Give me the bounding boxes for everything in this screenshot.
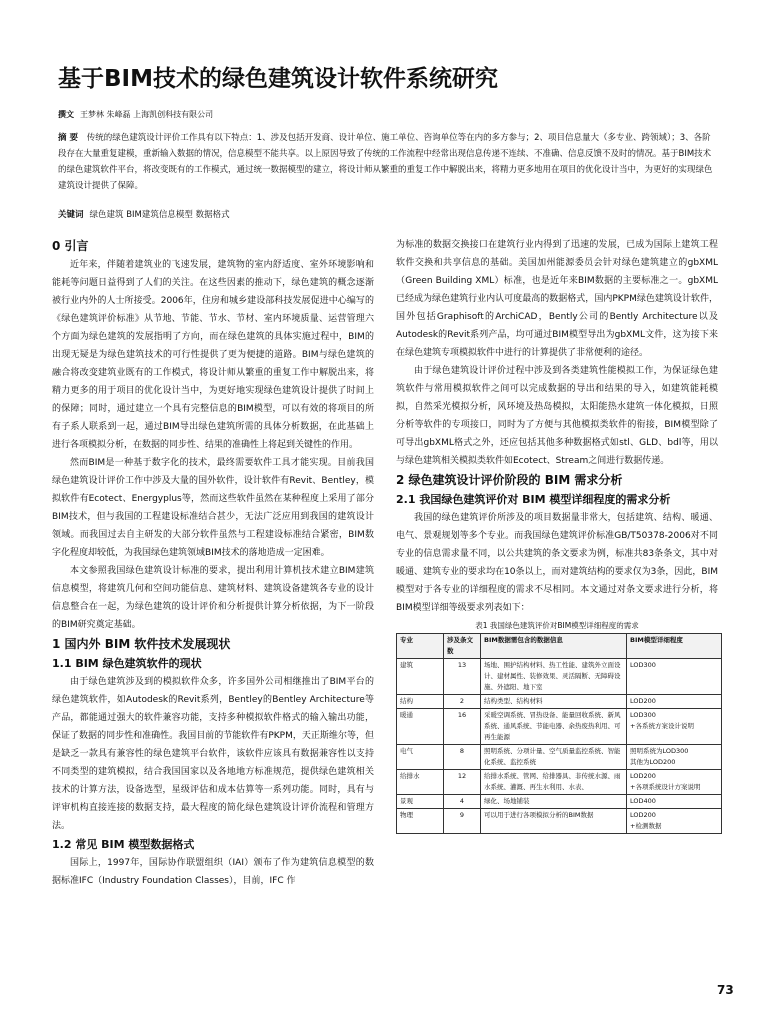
table-cell: 建筑 (397, 659, 444, 695)
table-row (397, 695, 722, 709)
table-cell: 暖通 (397, 709, 444, 745)
author-line (58, 109, 213, 120)
abstract-text: 传统的绿色建筑设计评价工作具有以下特点：1、涉及包括开发商、设计单位、施工单位、咨询单位等在内的多方参与；2、项目信息量大（多专业、跨领域）；3、各阶段存在大量重复建模，重新输入数据的情况，信息模型不能共享。以上原因导致了传统的工作流程中经常出现信息传递不连续、不准确、信息反馈不及时的情况。基于BIM技术的绿色建筑软件平台，将改变既有的工作模式，通过统一数据模型的建立，将设计师从繁重的重复工作中解脱出来，将精力更多地用在项目的优化设计当中，为更好的实现绿色建筑设计提供了保障。 (58, 133, 713, 191)
paragraph: 国际上，1997年，国际协作联盟组织（IAI）颁布了作为建筑信息模型的数据标准IFC（Industry Foundation Classes），目前，IFC 作 (52, 858, 374, 886)
table-cell: 9 (444, 809, 481, 834)
section-heading-2: 2 绿色建筑设计评价阶段的 BIM 需求分析 (396, 473, 623, 487)
table-header-cell: 专业 (397, 634, 444, 659)
table-header-cell: 涉及条文数 (444, 634, 481, 659)
table-cell: 采暖空调系统、冒热设备、能量回收系统、新风系统、通风系统、节能电器、余热废热利用、可再生能源 (481, 709, 627, 745)
table-cell: 物理 (397, 809, 444, 834)
table-row (397, 709, 722, 745)
table-header-row (397, 634, 722, 659)
table-cell: 可以用于进行各项模拟分析的BIM数据 (481, 809, 627, 834)
paragraph: 由于绿色建筑涉及到的模拟软件众多，许多国外公司相继推出了BIM平台的绿色建筑软件，如Autodesk的Revit系列，Bentley的Bentley Architecture等产品，都能通过强大的软件兼容功能，支持多种模拟软件格式的输入输出功能，保证了数据的同步性和准确性。我国目前的节能软件有PKPM，天正斯维尔等，但是缺乏一款具有兼容性的绿色建筑平台软件，该软件应该具有数据兼容性以支持不同类型的建筑模拟，结合我国国家以及各地地方标准规范，提供绿色建筑相关技术的计算方法，设备选型，星级评估和成本估算等一系列功能。同时，具有与评审机构直接连接的数据支持，最大程度的简化绿色建筑设计评价流程和管理方法。 (52, 677, 374, 831)
section-heading-1: 1 国内外 BIM 软件技术发展现状 (52, 637, 231, 651)
abstract-label: 摘 要 (58, 133, 78, 143)
subsection-heading-1-2: 1.2 常见 BIM 模型数据格式 (52, 838, 195, 851)
keywords-label: 关键词 (58, 210, 84, 220)
table-row (397, 745, 722, 770)
table-cell: 电气 (397, 745, 444, 770)
table-cell: 2 (444, 695, 481, 709)
paragraph: 本文参照我国绿色建筑设计标准的要求，提出利用计算机技术建立BIM建筑信息模型，将建筑几何和空间功能信息、建筑材料、建筑设备建筑各专业的设计信息整合在一起，为绿色建筑的设计评价和分析提供计算分析依据，为下一阶段的BIM研究奠定基础。 (52, 566, 374, 630)
table-row (397, 795, 722, 809)
table-row (397, 809, 722, 834)
bim-requirements-table (396, 633, 722, 834)
table-cell: 12 (444, 770, 481, 795)
table-cell: LOD200 +检测数据 (627, 809, 722, 834)
section-heading-0: 0 引言 (52, 239, 89, 253)
author-label: 撰文 (58, 110, 74, 119)
keywords-text: 绿色建筑 BIM建筑信息模型 数据格式 (89, 210, 230, 220)
table-cell: LOD200 +各项系统设计方案说明 (627, 770, 722, 795)
table-row (397, 770, 722, 795)
abstract (58, 130, 718, 194)
table-cell: 给排水 (397, 770, 444, 795)
keywords (58, 208, 230, 220)
table-cell: 13 (444, 659, 481, 695)
subsection-heading-2-1: 2.1 我国绿色建筑评价对 BIM 模型详细程度的需求分析 (396, 493, 671, 506)
table-cell: 景观 (397, 795, 444, 809)
table-header-cell: BIM数据需包含的数据信息 (481, 634, 627, 659)
table-header-cell: BIM模型详细程度 (627, 634, 722, 659)
table-cell: 给排水系统、管网、给排器具、非传统水源、雨水系统、灌溉、再生水利用、水表、 (481, 770, 627, 795)
table-cell: LOD300 (627, 659, 722, 695)
table-cell: 结构类型、结构材料 (481, 695, 627, 709)
table-cell: 照明系统为LOD300 其他为LOD200 (627, 745, 722, 770)
paragraph: 由于绿色建筑设计评价过程中涉及到各类建筑性能模拟工作，为保证绿色建筑软件与常用模拟软件之间可以完成数据的导出和结果的导入，如建筑能耗模拟，自然采光模拟分析，风环境及热岛模拟，太阳能热水建筑一体化模拟，日照分析等软件的专项接口，同时为了方便与其他模拟类软件的衔接，BIM模型除了可导出gbXML格式之外，还应包括其他多种数据格式如stl、GLD、bdl等，用以与绿色建筑相关模拟类软件如Ecotect、Stream之间进行数据传递。 (396, 366, 718, 466)
subsection-heading-1-1: 1.1 BIM 绿色建筑软件的现状 (52, 657, 202, 670)
table-cell: 绿化、场地铺装 (481, 795, 627, 809)
table-cell: 结构 (397, 695, 444, 709)
paragraph: 我国的绿色建筑评价所涉及的项目数据量非常大，包括建筑、结构、暖通、电气、景观规划等多个专业。而我国绿色建筑评价标准GB/T50378-2006对不同专业的信息需求量不同，以公共建筑的条文要求为例，标准共83条条文，其中对暖通、建筑专业的要求均在10条以上，而对建筑结构的要求仅为3条，因此，BIM模型对于各专业的详细程度的需求不尽相同。本文通过对条文要求进行分析，将BIM模型详细等级要求列表如下： (396, 513, 718, 613)
paper-title: 基于BIM技术的绿色建筑设计软件系统研究 (58, 66, 498, 92)
table-caption: 表1 我国绿色建筑评价对BIM模型详细程度的需求 (475, 621, 639, 630)
right-column (396, 236, 718, 834)
table-cell: 4 (444, 795, 481, 809)
left-column (52, 236, 374, 890)
table-cell: LOD400 (627, 795, 722, 809)
table-row (397, 659, 722, 695)
table-cell: 照明系统、分项计量、空气质量监控系统、智能化系统、监控系统 (481, 745, 627, 770)
table-cell: LOD300 +各系统方案设计说明 (627, 709, 722, 745)
paragraph: 然而BIM是一种基于数字化的技术，最终需要软件工具才能实现。目前我国绿色建筑设计评价工作中涉及大量的国外软件，设计软件有Revit、Bentley，模拟软件有Ecotect、Energyplus等，然而这些软件虽然在某种程度上采用了部分BIM技术，但与我国的工程建设标准结合甚少，无法广泛应用到我国的建筑设计领域。而我国过去自主研发的大部分软件虽然与工程建设标准结合紧密，BIM数字化程度却较低，为我国绿色建筑领域BIM技术的落地造成一定困难。 (52, 458, 374, 558)
table-cell: 8 (444, 745, 481, 770)
table-cell: 场地、围护结构材料、热工性能、建筑外立面设计、建材属性、装修效果、灵活隔断、无障碍设施、外遮阳、地下室 (481, 659, 627, 695)
author-names: 王梦林 朱峰磊 上海凯创科技有限公司 (80, 110, 214, 119)
paragraph: 近年来，伴随着建筑业的飞速发展，建筑物的室内舒适度、室外环境影响和能耗等问题日益得到了人们的关注。在这些因素的推动下，绿色建筑的概念逐渐被行业内外的人士所接受。2006年，住房和城乡建设部科技发展促进中心编写的《绿色建筑评价标准》从节地、节能、节水、节材、室内环境质量、运营管理六个方面为绿色建筑的发展指明了方向，而在绿色建筑的具体实施过程中，BIM的出现无疑是为绿色建筑技术的可行性提供了更为便捷的道路。BIM与绿色建筑的融合将改变建筑业既有的工作模式，将设计师从繁重的重复工作中解脱出来，将精力更多的用于项目的优化设计当中，为更好地实现绿色建筑设计提供了时间上的保障；同时，通过建立一个具有完整信息的BIM模型，可以有效的将项目的所有子系人联系到一起，通过BIM导出绿色建筑所需的具体分析数据，在此基础上进行各项模拟分析，在数据的同步性、结果的准确性上将起到关键性的作用。 (52, 260, 374, 450)
page-number: 73 (717, 983, 734, 997)
table-cell: LOD200 (627, 695, 722, 709)
table-cell: 16 (444, 709, 481, 745)
paragraph: 为标准的数据交换接口在建筑行业内得到了迅速的发展，已成为国际上建筑工程软件交换和共享信息的基础。美国加州能源委员会针对绿色建筑建立的gbXML（Green Building XML）标准，也是近年来BIM数据的主要标准之一。gbXML已经成为绿色建筑行业内认可度最高的数据格式，国内PKPM绿色建筑设计软件，国外包括Graphisoft的ArchiCAD，Bently公司的Bently Architecture以及Autodesk的Revit系列产品，均可通过BIM模型导出为gbXML文件，这为接下来在绿色建筑专项模拟软件中进行的计算提供了非常便利的途径。 (396, 240, 718, 358)
